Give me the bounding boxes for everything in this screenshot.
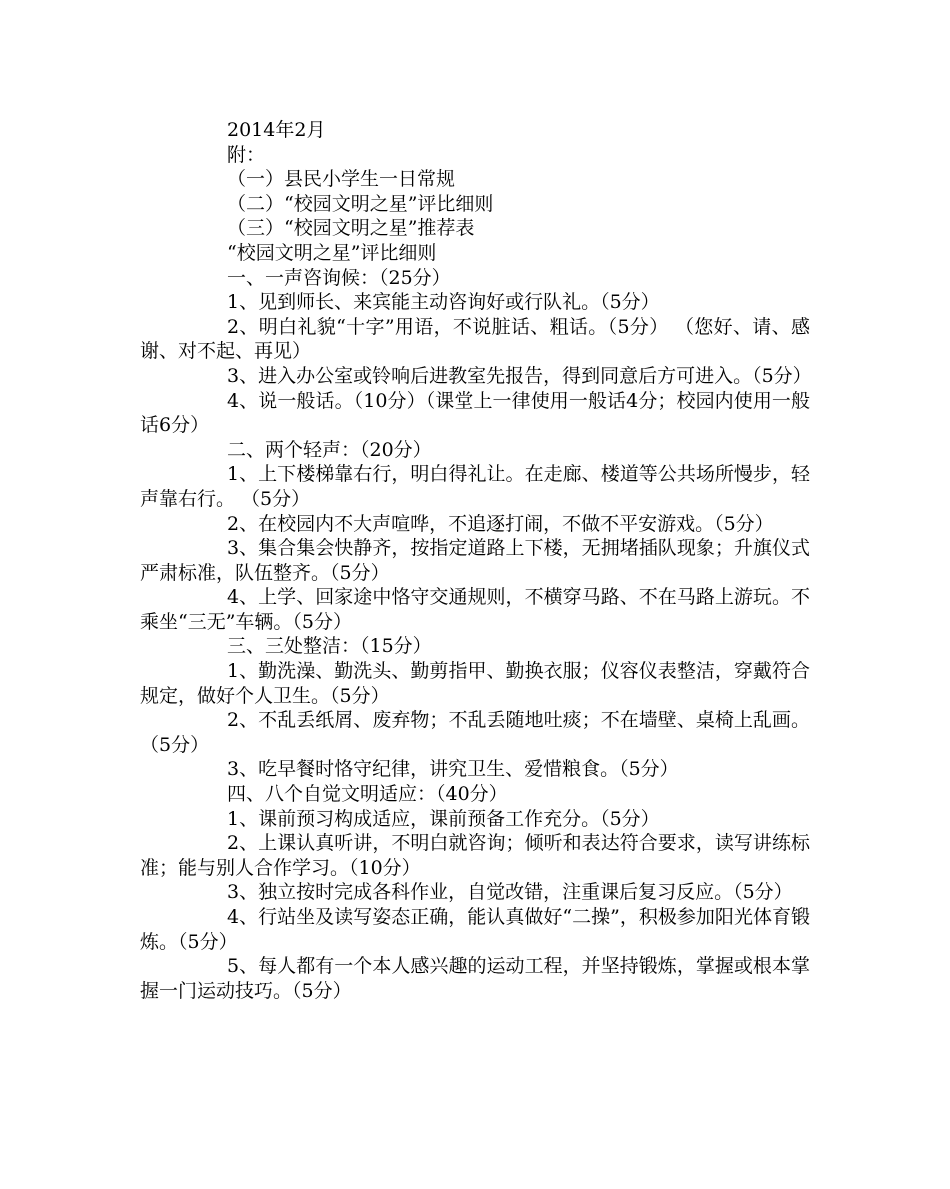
section-heading: 四、八个自觉文明适应：（40分）: [227, 783, 508, 806]
rule-item: 3、独立按时完成各科作业，自觉改错，注重课后复习反应。（5分）: [227, 881, 793, 904]
rule-item: 2、在校园内不大声喧哗，不追逐打闹，不做不平安游戏。（5分）: [227, 512, 774, 535]
document-page: [140, 118, 810, 1003]
attachment-label: 附：: [227, 143, 266, 166]
rule-item: 1、课前预习构成适应，课前预备工作充分。（5分）: [227, 807, 660, 830]
rule-item: 2、明白礼貌“十字”用语，不说脏话、粗话。（5分） （您好、请、感谢、对不起、再见）: [140, 315, 810, 363]
rule-item: 4、行站坐及读写姿态正确，能认真做好“二操”，积极参加阳光体育锻炼。（5分）: [140, 906, 810, 953]
attachment-item: （一）县民小学生一日常规: [227, 168, 456, 191]
rule-item: 5、每人都有一个本人感兴趣的运动工程，并坚持锻炼，掌握或根本掌握一门运动技巧。（5分）: [140, 955, 810, 1002]
rule-item: 2、不乱丢纸屑、废弃物；不乱丢随地吐痰；不在墙壁、桌椅上乱画。（5分）: [140, 709, 810, 756]
section-heading: 二、两个轻声：（20分）: [227, 438, 432, 461]
rule-item: 1、见到师长、来宾能主动咨询好或行队礼。（5分）: [227, 291, 660, 314]
section-heading: 三、三处整洁：（15分）: [227, 635, 432, 658]
rule-item: 2、上课认真听讲，不明白就咨询；倾听和表达符合要求，读写讲练标准；能与别人合作学习。（10分）: [140, 832, 810, 879]
rule-item: 1、上下楼梯靠右行，明白得礼让。在走廊、楼道等公共场所慢步，轻声靠右行。 （5分）: [140, 463, 810, 510]
rule-item: 4、说一般话。（10分）（课堂上一律使用一般话4分；校园内使用一般话6分）: [140, 389, 810, 437]
rule-item: 1、勤洗澡、勤洗头、勤剪指甲、勤换衣服；仪容仪表整洁，穿戴符合规定，做好个人卫生。（5分）: [140, 660, 810, 707]
rule-item: 3、集合集会快静齐，按指定道路上下楼，无拥堵插队现象；升旗仪式严肃标准，队伍整齐。（5分）: [140, 537, 810, 584]
attachment-item: （二）“校园文明之星”评比细则: [227, 192, 494, 215]
rule-item: 4、上学、回家途中恪守交通规则，不横穿马路、不在马路上游玩。不乘坐“三无”车辆。（5分）: [140, 586, 810, 633]
section-heading: 一、一声咨询候：（25分）: [227, 266, 451, 289]
rule-item: 3、吃早餐时恪守纪律，讲究卫生、爱惜粮食。（5分）: [227, 758, 679, 781]
section-title: “校园文明之星”评比细则: [227, 241, 437, 264]
attachment-item: （三）“校园文明之星”推荐表: [227, 217, 475, 240]
document-date: 2014年2月: [227, 119, 326, 141]
rule-item: 3、进入办公室或铃响后进教室先报告，得到同意后方可进入。（5分）: [227, 364, 812, 387]
